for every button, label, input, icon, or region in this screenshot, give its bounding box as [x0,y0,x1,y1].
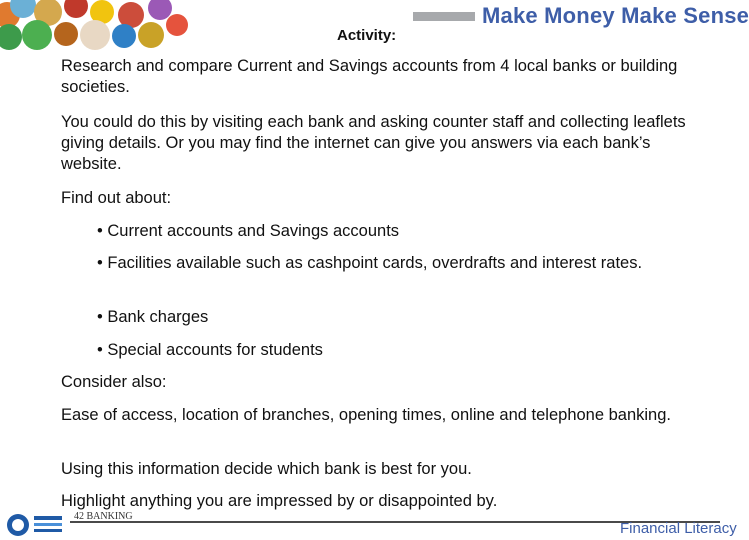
list-item: • Special accounts for students [97,341,323,359]
decide-paragraph: Using this information decide which bank is best for you. [61,460,472,478]
image-tile [166,14,188,36]
highlight-paragraph: Highlight anything you are impressed by or disappointed by. [61,492,498,510]
footer-brand: Financial Literacy [620,520,737,537]
image-tile [112,24,136,48]
list-item: • Bank charges [97,308,209,326]
method-paragraph: You could do this by visiting each bank and asking counter staff and collecting leaflets giving details. Or you may find the internet can give you answers via each bank’s website. [61,113,686,173]
find-out-heading: Find out about: [61,189,172,207]
image-tile [22,20,52,50]
brand-title: Make Money Make Sense [482,3,749,28]
consider-heading: Consider also: [61,373,167,391]
image-tile [54,22,78,46]
intro-paragraph: Research and compare Current and Savings accounts from 4 local banks or building societies. [61,57,678,96]
page-label: 42 BANKING [74,511,133,522]
partner-logo-icon [34,516,62,520]
partner-logos [6,512,66,538]
header-image-collage [0,0,190,50]
image-tile [80,20,110,50]
consider-paragraph: Ease of access, location of branches, opening times, online and telephone banking. [61,406,671,424]
image-tile [0,24,22,50]
list-item: • Facilities available such as cashpoint cards, overdrafts and interest rates. [97,254,643,272]
image-tile [64,0,88,18]
page-title: Activity: [337,27,397,44]
image-tile [138,22,164,48]
brand-accent-bar [413,12,475,21]
list-item: • Current accounts and Savings accounts [97,222,400,240]
